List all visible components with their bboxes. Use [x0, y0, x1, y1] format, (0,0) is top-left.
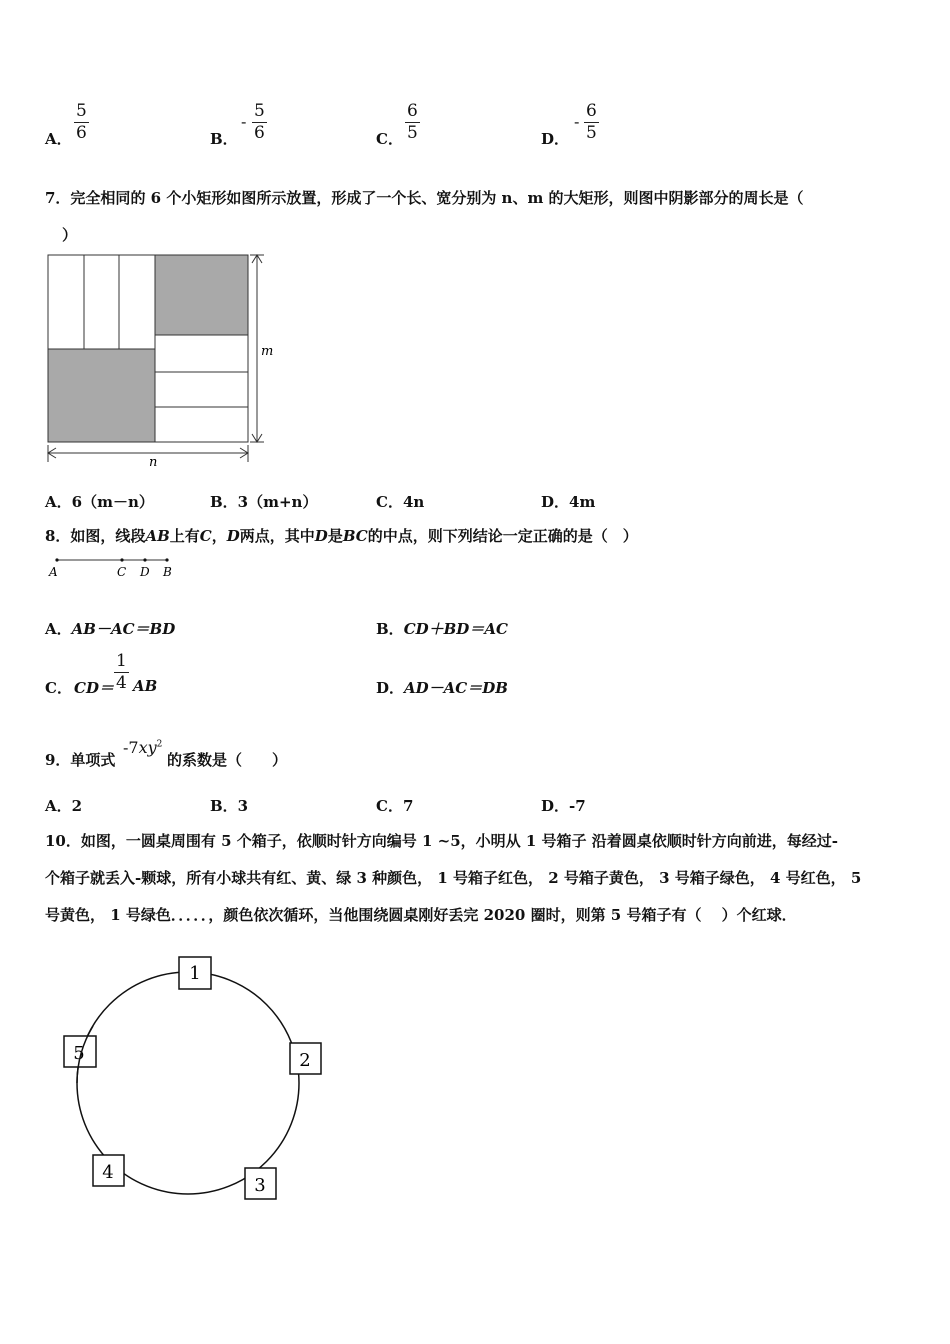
q6-option-d-label: D．: [541, 130, 570, 148]
q6-option-b-label: B．: [210, 130, 238, 148]
q6-option-c-fraction: [405, 103, 420, 142]
fraction-numerator: 6: [407, 101, 418, 121]
fraction-numerator: 6: [586, 101, 597, 121]
q6-option-d-fraction: [584, 103, 599, 142]
q6-option-a-label: A．: [45, 130, 72, 148]
point-b-label: B: [163, 565, 172, 579]
monomial-coefficient: -7: [123, 738, 139, 757]
q8-text-mid2: 两点，其中: [239, 527, 315, 545]
option-expr-pre: CD＝: [74, 679, 114, 697]
q7-text-line1: 7．完全相同的 6 个小矩形如图所示放置，形成了一个长、宽分别为 n、m 的大矩形，则图中阴影部分的周长是（: [45, 189, 804, 207]
q9-text-post: 的系数是（ ）: [167, 751, 288, 769]
q9-monomial: [123, 738, 162, 757]
q8-option-c-fraction: [114, 653, 129, 692]
box-5-number: 5: [73, 1043, 85, 1064]
option-expr: AD－AC＝DB: [404, 679, 508, 697]
q7-option-b: B．3（m+n）: [210, 493, 318, 511]
q8-text-bc: BC: [342, 527, 368, 545]
q10-text-line1: 10．如图，一圆桌周围有 5 个箱子，依顺时针方向编号 1 ~5，小明从 1 号箱子 沿着圆桌依顺时针方向前进，每经过-: [45, 832, 838, 850]
box-3-number: 3: [254, 1175, 266, 1196]
point-d-dot: [143, 558, 146, 561]
fraction-denominator: 5: [407, 123, 418, 143]
q9-option-c: C．7: [376, 797, 414, 815]
option-label: A．: [45, 620, 72, 638]
q7-option-a: A．6（m－n）: [45, 493, 154, 511]
option-expr-post: AB: [133, 677, 158, 695]
q8-text-d: D: [226, 527, 240, 545]
point-c-dot: [120, 558, 123, 561]
box-2-number: 2: [299, 1050, 311, 1071]
box-4-number: 4: [102, 1162, 114, 1183]
q6-option-b-sign: -: [241, 112, 247, 131]
monomial-exponent: 2: [156, 739, 163, 750]
q9-option-d: D．-7: [541, 797, 586, 815]
option-label: B．: [376, 620, 404, 638]
q8-option-b: [376, 618, 508, 639]
q8-text-mid3: 是: [327, 527, 343, 545]
shaded-rect-bottom: [48, 349, 155, 442]
fraction-numerator: 1: [116, 651, 127, 671]
q10-text-line2: 个箱子就丢入-颗球，所有小球共有红、黄、绿 3 种颜色， 1 号箱子红色， 2 号箱子黄色， 3 号箱子绿色， 4 号红色， 5: [45, 869, 862, 887]
q8-segment-figure: [44, 552, 184, 580]
q8-text-ab: AB: [145, 527, 170, 545]
q7-option-c: C．4n: [376, 493, 425, 511]
q8-text-post: 的中点，则下列结论一定正确的是（ ）: [367, 527, 638, 545]
fraction-denominator: 6: [76, 123, 87, 143]
q8-text-pre: 8．如图，线段: [45, 527, 146, 545]
shaded-rect-top: [155, 255, 248, 335]
box-1-number: 1: [189, 963, 201, 984]
point-a-dot: [55, 558, 58, 561]
option-expr: AB－AC＝BD: [71, 620, 176, 638]
q8-option-a: [45, 618, 175, 639]
fraction-numerator: 5: [254, 101, 265, 121]
point-a-label: A: [49, 565, 58, 579]
option-label: C．: [45, 679, 72, 697]
point-c-label: C: [117, 565, 127, 579]
q8-text: [45, 525, 638, 546]
q6-option-a-fraction: [74, 103, 89, 142]
q8-text-d2: D: [314, 527, 328, 545]
q10-text-line3: 号黄色， 1 号绿色．．．．．，颜色依次循环，当他围绕圆桌刚好丢完 2020 圈时，则第 5 号箱子有（ ）个红球．: [45, 906, 797, 924]
q7-text-line2: ）: [62, 226, 78, 244]
q9-option-b: B．3: [210, 797, 249, 815]
q8-text-comma: ，: [211, 527, 227, 545]
q7-rectangle-figure: [40, 248, 280, 470]
q6-option-b-fraction: [252, 103, 267, 142]
fraction-denominator: 4: [116, 673, 127, 693]
point-d-label: D: [140, 565, 150, 579]
point-b-dot: [165, 558, 168, 561]
q8-text-mid1: 上有: [169, 527, 200, 545]
q7-option-d: D．4m: [541, 493, 596, 511]
fraction-numerator: 5: [76, 101, 87, 121]
q6-option-d-sign: -: [574, 112, 580, 131]
label-m: m: [261, 344, 274, 359]
q8-option-d: [376, 677, 508, 698]
q9-text-pre: 9．单项式: [45, 751, 116, 769]
q10-round-table-figure: [55, 950, 340, 1210]
label-n: n: [149, 455, 158, 470]
option-expr: CD＋BD＝AC: [403, 620, 508, 638]
fraction-denominator: 5: [586, 123, 597, 143]
fraction-denominator: 6: [254, 123, 265, 143]
q6-option-c-label: C．: [376, 130, 403, 148]
option-label: D．: [376, 679, 405, 697]
monomial-variables: xy: [138, 738, 157, 757]
q9-option-a: A．2: [45, 797, 83, 815]
q8-text-c: C: [199, 527, 212, 545]
